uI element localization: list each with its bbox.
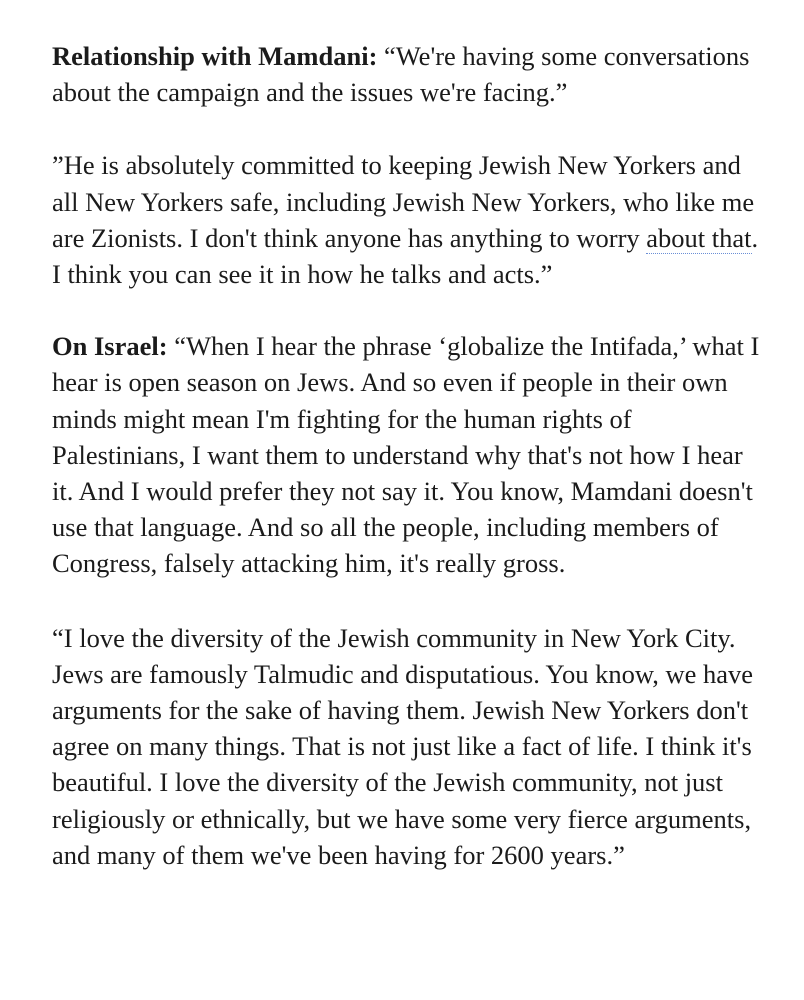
paragraph-relationship — [52, 38, 764, 110]
paragraph-text: ”He is absolutely committed to keeping Jewish New Yorkers and all New Yorkers safe, including Jewish New Yorkers, who like me are Zionists. I don't think anyone has anything to worry — [52, 150, 755, 253]
paragraph-text: “I love the diversity of the Jewish community in New York City. Jews are famously Talmudic and disputatious. You know, we have arguments for the sake of having them. Jewish New Yorkers don't agree on many things. That is not just like a fact of life. I think it's beautiful. I love the diversity of the Jewish community, not just religiously or ethnically, but we have some very fierce arguments, and many of them we've been having for 2600 years.” — [52, 622, 754, 870]
paragraph-lead-relationship: Relationship with Mamdani: — [52, 41, 378, 71]
paragraph-israel — [52, 328, 764, 581]
inline-link-about-that[interactable]: about that — [646, 222, 752, 253]
paragraph-text: “When I hear the phrase ‘globalize the Intifada,’ what I hear is open season on Jews. And so even if people in their own minds might mean I'm fighting for the human rights of Palestinians, I want them to understand why that's not how I hear it. And I would prefer they not say it. You know, Mamdani doesn't use that language. And so all the people, including members of Congress, falsely attacking him, it's really gross. — [52, 331, 760, 579]
paragraph-lead-israel: On Israel: — [52, 331, 168, 362]
paragraph-diversity — [52, 620, 764, 873]
paragraph-text: “We're having some conversations about the campaign and the issues we're facing.” — [52, 41, 750, 108]
paragraph-text: . I think you can see it in how he talks and acts.” — [52, 222, 759, 290]
paragraph-safety — [52, 147, 764, 292]
